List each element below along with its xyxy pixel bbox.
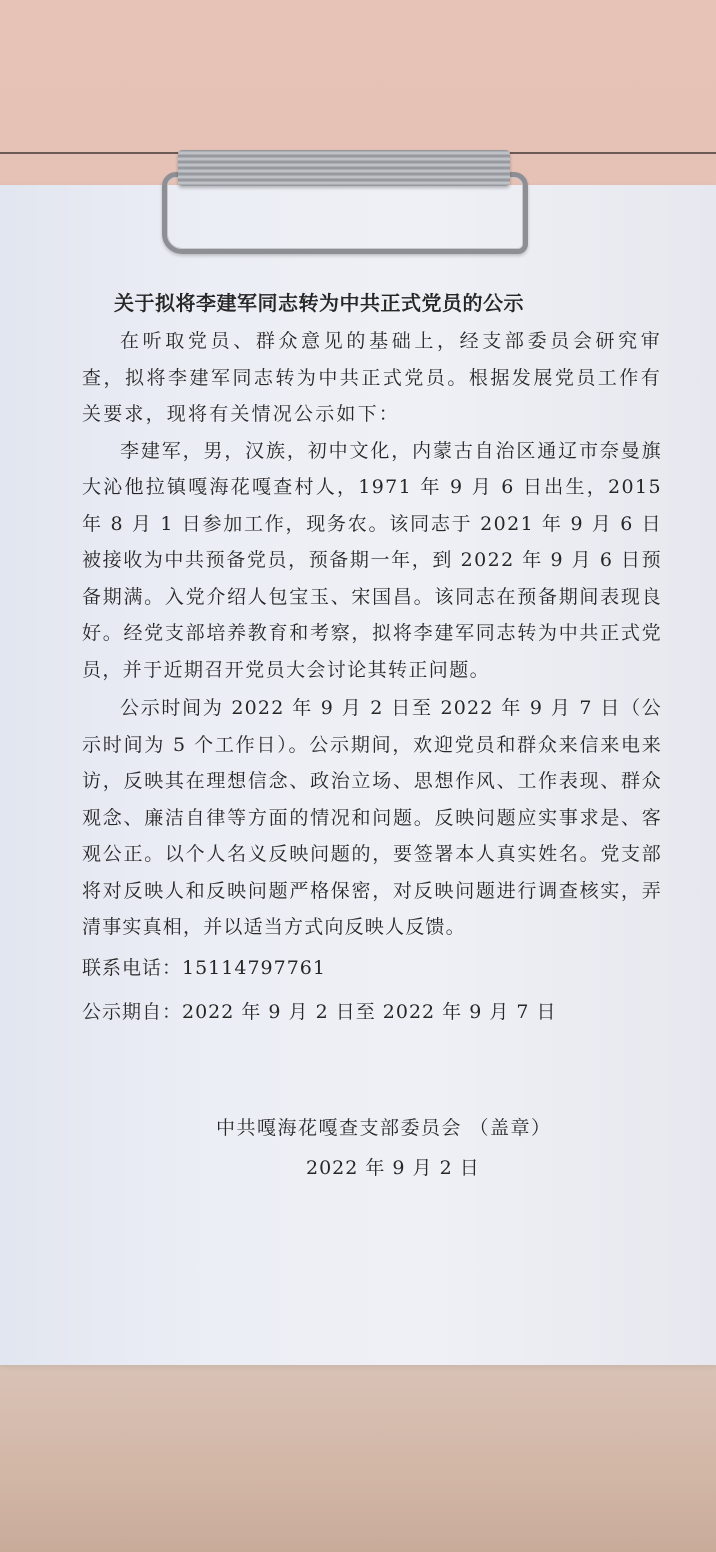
notice-paragraph-intro: 在听取党员、群众意见的基础上，经支部委员会研究审查，拟将李建军同志转为中共正式党员。根据发展党员工作有关要求，现将有关情况公示如下： <box>82 330 662 425</box>
contact-phone-line: 联系电话：15114797761 <box>82 956 326 979</box>
bottom-surface <box>0 1360 716 1552</box>
publicity-period-line: 公示期自：2022 年 9 月 2 日至 2022 年 9 月 7 日 <box>82 1000 557 1023</box>
clipboard-clip-icon <box>160 150 526 252</box>
notice-document <box>82 283 662 1032</box>
signature-date: 2022 年 9 月 2 日 <box>306 1157 480 1179</box>
signer-committee: 中共嘎海花嘎查支部委员会 （盖章） <box>216 1117 552 1139</box>
notice-paragraph-profile: 李建军，男，汉族，初中文化，内蒙古自治区通辽市奈曼旗大沁他拉镇嘎海花嘎查村人，1971 年 9 月 6 日出生，2015 年 8 月 1 日参加工作，现务农。该同志于 2021 年 9 月 6 日被接收为中共预备党员，预备期一年，到 2022 年 9 月 6 日预备期满。入党介绍人包宝玉、宋国昌。该同志在预备期间表现良好。经党支部培养教育和考察，拟将李建军同志转为中共正式党员，并于近期召开党员大会讨论其转正问题。 <box>82 439 662 681</box>
notice-paragraph-period: 公示时间为 2022 年 9 月 2 日至 2022 年 9 月 7 日（公示时间为 5 个工作日）。公示期间，欢迎党员和群众来信来电来访，反映其在理想信念、政治立场、思想作风、工作表现、群众观念、廉洁自律等方面的情况和问题。反映问题应实事求是、客观公正。以个人名义反映问题的，要签署本人真实姓名。党支部将对反映人和反映问题严格保密，对反映问题进行调查核实，弄清事实真相，并以适当方式向反映人反馈。 <box>82 697 662 938</box>
clip-bar <box>178 150 510 186</box>
notice-title: 关于拟将李建军同志转为中共正式党员的公示 <box>114 291 524 315</box>
